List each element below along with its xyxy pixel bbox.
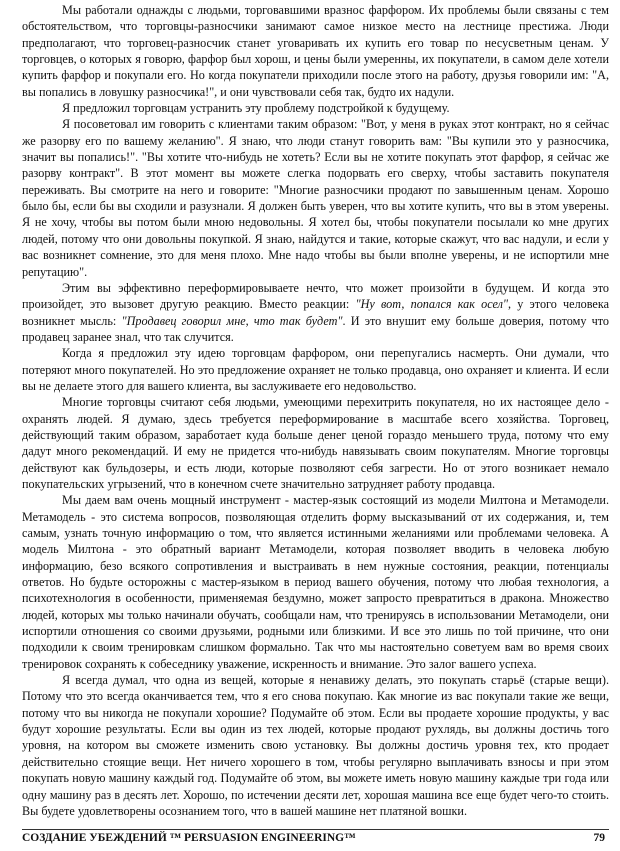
- paragraph-future-pacing-proposal: Я предложил торговцам устранить эту проблему подстройкой к будущему.: [62, 101, 450, 116]
- paragraph-client-dialogue: Я посоветовал им говорить с клиентами таким образом: "Вот, у меня в руках этот контракт, но я сейчас же разорву его по вашему желанию". Я знаю, что люди станут говорить вам: "Вы купили это у разносчика, значит вы попались!". "Вы хотите что-нибудь не хотеть? Если вы не хотите покупать этот фарфор, я сейчас же разорву контракт". В этот момент вы можете слегка подорвать его сверху, чтобы заставить покупателя переживать. Вы смотрите на него и говорите: "Многие разносчики продают по завышенным ценам. Хорошо было бы, если бы вы сходили и разузнали. Я должен быть уверен, что вы хотите купить, что вы в этом уверены. Я не хочу, чтобы вы потом были мною недовольны. Я хотел бы, чтобы покупатели посылали ко мне других людей, потому что они довольны покупкой. Я знаю, найдутся и такие, которые скажут, что вас надули, и если у вас возникнет сомнение, это для меня плохо. Мне надо чтобы вы были вполне уверены, и не испортили мне репутацию".: [22, 117, 609, 279]
- paragraph-protect-people: Многие торговцы считают себя людьми, умеющими перехитрить покупателя, но их настоящее дело - охранять людей. Я думаю, здесь требуется переформирование в масштабе всего хозяйства. Торговец, действующий таким образом, заработает куда больше денег ценой гораздо меньшего труда, потому что ему дадут много рекомендаций. И ему не придется что-нибудь навязывать своим покупателям. Многие торговцы действуют как бульдозеры, и есть люди, которые позволяют себя загрести. Но от этого возникает немало покупательских угрызений, что в конечном счете значительно затрудняет работу продавца.: [22, 395, 609, 491]
- italic-quote-donkey: "Ну вот, попался как осел": [355, 297, 509, 312]
- italic-quote-seller-said: "Продавец говорил мне, что так будет": [121, 313, 343, 328]
- page-number: 79: [593, 832, 605, 844]
- text-run: . И это внушит ему больше доверия, потому что продавец заранее знал, что так случится.: [22, 313, 610, 344]
- page-footer: [22, 832, 609, 848]
- footer-divider: [22, 829, 609, 830]
- footer-book-title: СОЗДАНИЕ УБЕЖДЕНИЙ ™ PERSUASION ENGINEERING™: [22, 832, 356, 844]
- text-run: Этим вы эффективно переформировываете нечто, что может произойти в будущем. И когда это произойдет, это вызовет другую реакцию. Вместо реакции:: [22, 280, 609, 312]
- text-run: , у этого человека возникнет мысль:: [22, 297, 609, 328]
- paragraph-buying-junk: Я всегда думал, что одна из вещей, которые я ненавижу делать, это покупать старьё (старые вещи). Потому что это всегда оканчивается тем, что я его снова покупаю. Как многие из вас покупали такие же вещи, потому что вы никогда не покупали хорошие? Подумайте об этом. Если вы продаете хорошие продукты, у вас будут хорошие результаты. Если вы один из тех людей, которые продают рухлядь, вы должны достичь того уровня, на котором вы сможете изменить свою установку. Вы должны достичь уровня тех, кто продает действительно стоящие вещи. Нет ничего хорошего в том, чтобы регулярно выплачивать взносы и при этом покупать новую машину каждый год. Подумайте об этом, вы можете иметь новую машину каждые три года или одну машину раз в десять лет. Хорошо, по истечении десяти лет, хорошая машина все еще будет чего-то стоить. Вы будете удовлетворены осознанием того, что в вашей машине нет платяной вошки.: [22, 673, 609, 818]
- paragraph-reframing-future: [22, 280, 609, 345]
- page-body: [22, 2, 609, 819]
- paragraph-porcelain-sellers: Мы работали однажды с людьми, торговавшими вразнос фарфором. Их проблемы были связаны с тем обстоятельством, что торговцы-разносчики занимают самое низкое место на лестнице престижа. Люди предполагают, что торговец-разносчик станет уговаривать их купить его товар по несусветным ценам. У торговцев, о которых я говорю, фарфор был хорош, и цены были умеренны, их покупатели, в самом деле хотели купить фарфор и покупали его. Но когда покупатели приходили после этого на работу, друзья говорили им: "А, вы попались в ловушку разносчика!", и они чувствовали себя так, будто их надули.: [22, 3, 609, 99]
- paragraph-sellers-scared: Когда я предложил эту идею торговцам фарфором, они перепугались насмерть. Они думали, что потеряют много покупателей. Но это предложение охраняет не только продавца, оно охраняет и клиента. И если вы не делаете этого для вашего клиента, вы заслуживаете его недовольство.: [22, 346, 609, 393]
- paragraph-master-language: Мы даем вам очень мощный инструмент - мастер-язык состоящий из модели Милтона и Метамодели. Метамодель - это система вопросов, позволяющая отделить форму высказываний от их содержания, и, тем самым, узнать точную информацию о том, что является истинными желаниями или проблемами человека. А модель Милтона - это обратный вариант Метамодели, которая позволяет вводить в человека любую информацию, безо всякого сопротивления и выстраивать в нем нужные состояния, реакции, потенциалы ответов. Но будьте осторожны с мастер-языком в период вашего обучения, потому что любая технология, а психотехнология в особенности, применяемая бездумно, может запросто превратиться в дракона. Множество людей, которых мы только начинали обучать, сообщали нам, что тренируясь в использовании Метамодели, они испортили отношения со своими друзьями, родными или близкими. И все это лишь по той причине, что они подходили к своим тренировкам слишком формально. Так что мы настоятельно советуем вам во время своих тренировок сохранять к собеседнику уважение, искренность и внимание. Это залог вашего успеха.: [22, 493, 609, 671]
